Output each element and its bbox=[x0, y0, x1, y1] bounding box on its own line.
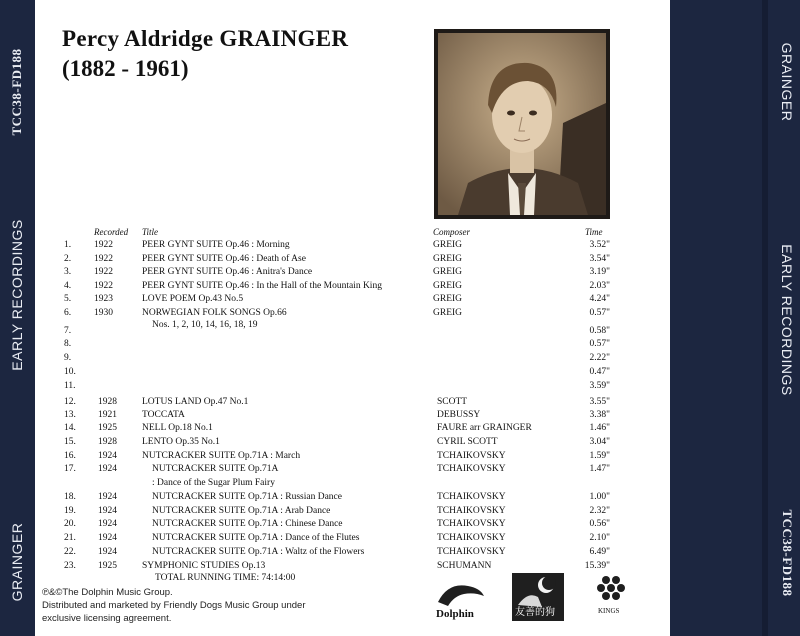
track-number: 14. bbox=[64, 423, 76, 433]
track-title: NUTCRACKER SUITE Op.71A : March bbox=[142, 451, 301, 461]
track-composer: SCOTT bbox=[437, 397, 468, 407]
track-number: 15. bbox=[64, 437, 76, 447]
track-title: LOVE POEM Op.43 No.5 bbox=[142, 294, 244, 304]
track-row bbox=[0, 252, 670, 266]
friendly-dogs-logo-text: 友善的狗 bbox=[515, 607, 555, 618]
track-title: NELL Op.18 No.1 bbox=[142, 423, 213, 433]
track-year: 1925 bbox=[98, 423, 117, 433]
track-row bbox=[0, 449, 670, 463]
track-year: 1925 bbox=[98, 561, 117, 571]
track-composer: GREIG bbox=[433, 240, 463, 250]
track-number: 7. bbox=[64, 326, 72, 336]
track-number: 22. bbox=[64, 547, 76, 557]
track-number: 4. bbox=[64, 281, 72, 291]
right-spine-artist: GRAINGER bbox=[779, 42, 795, 122]
track-time: 3.54" bbox=[589, 254, 610, 264]
track-year: 1924 bbox=[98, 464, 117, 474]
track-composer: GREIG bbox=[433, 254, 463, 264]
track-number: 11. bbox=[64, 381, 76, 391]
track-time: 2.22" bbox=[589, 353, 610, 363]
track-year: 1928 bbox=[98, 397, 117, 407]
track-time: 0.58" bbox=[589, 326, 610, 336]
license-line: exclusive licensing agreement. bbox=[42, 613, 172, 624]
composer-dates: (1882 - 1961) bbox=[62, 56, 189, 81]
track-number: 2. bbox=[64, 254, 72, 264]
honeycomb-icon bbox=[592, 574, 632, 606]
track-time: 3.04" bbox=[589, 437, 610, 447]
kings-logo-text: KINGS bbox=[598, 607, 620, 615]
track-row bbox=[0, 365, 670, 379]
track-title: NUTCRACKER SUITE Op.71A : Chinese Dance bbox=[152, 519, 343, 529]
track-time: 1.46" bbox=[589, 423, 610, 433]
track-year: 1924 bbox=[98, 492, 117, 502]
track-composer: GREIG bbox=[433, 267, 463, 277]
track-time: 0.57" bbox=[589, 308, 610, 318]
track-row bbox=[0, 517, 670, 531]
sugar-plum-note: : Dance of the Sugar Plum Fairy bbox=[152, 478, 275, 488]
header-title: Title bbox=[142, 227, 159, 237]
track-composer: GREIG bbox=[433, 294, 463, 304]
track-number: 3. bbox=[64, 267, 72, 277]
track-time: 3.55" bbox=[589, 397, 610, 407]
track-number: 10. bbox=[64, 367, 76, 377]
left-spine-artist: GRAINGER bbox=[9, 522, 25, 602]
track-number: 6. bbox=[64, 308, 72, 318]
track-number: 1. bbox=[64, 240, 72, 250]
kings-logo bbox=[592, 574, 632, 624]
track-row bbox=[0, 504, 670, 518]
header-recorded: Recorded bbox=[94, 227, 129, 237]
copyright-line: ℗&©The Dolphin Music Group. bbox=[42, 587, 173, 598]
track-title: NUTCRACKER SUITE Op.71A : Waltz of the Flowers bbox=[152, 547, 365, 557]
track-title: NORWEGIAN FOLK SONGS Op.66 bbox=[142, 308, 287, 318]
track-year: 1928 bbox=[98, 437, 117, 447]
track-composer: GREIG bbox=[433, 281, 463, 291]
track-time: 3.38" bbox=[589, 410, 610, 420]
track-row bbox=[0, 238, 670, 252]
track-title: NUTCRACKER SUITE Op.71A : Russian Dance bbox=[152, 492, 342, 502]
track-year: 1922 bbox=[94, 281, 113, 291]
track-row bbox=[0, 324, 670, 338]
track-year: 1924 bbox=[98, 547, 117, 557]
track-year: 1924 bbox=[98, 533, 117, 543]
track-composer: CYRIL SCOTT bbox=[437, 437, 498, 447]
track-row bbox=[0, 379, 670, 393]
track-year: 1922 bbox=[94, 254, 113, 264]
folk-songs-note: Nos. 1, 2, 10, 14, 16, 18, 19 bbox=[152, 320, 258, 330]
track-year: 1922 bbox=[94, 267, 113, 277]
track-year: 1921 bbox=[98, 410, 117, 420]
track-row bbox=[0, 279, 670, 293]
track-time: 2.10" bbox=[589, 533, 610, 543]
track-title: NUTCRACKER SUITE Op.71A bbox=[152, 464, 279, 474]
track-time: 0.56" bbox=[589, 519, 610, 529]
track-title: SYMPHONIC STUDIES Op.13 bbox=[142, 561, 266, 571]
track-time: 0.47" bbox=[589, 367, 610, 377]
track-composer: SCHUMANN bbox=[437, 561, 492, 571]
track-row bbox=[0, 462, 670, 476]
track-composer: TCHAIKOVSKY bbox=[437, 547, 506, 557]
track-title: TOCCATA bbox=[142, 410, 185, 420]
track-title: LOTUS LAND Op.47 No.1 bbox=[142, 397, 249, 407]
track-time: 2.32" bbox=[589, 506, 610, 516]
track-title: PEER GYNT SUITE Op.46 : In the Hall of the Mountain King bbox=[142, 281, 382, 291]
track-title: PEER GYNT SUITE Op.46 : Morning bbox=[142, 240, 290, 250]
track-number: 21. bbox=[64, 533, 76, 543]
dolphin-logo-text: Dolphin bbox=[436, 608, 474, 620]
track-year: 1924 bbox=[98, 451, 117, 461]
track-number: 5. bbox=[64, 294, 72, 304]
header-composer: Composer bbox=[433, 227, 471, 237]
track-number: 18. bbox=[64, 492, 76, 502]
track-number: 17. bbox=[64, 464, 76, 474]
track-composer: TCHAIKOVSKY bbox=[437, 492, 506, 502]
right-spine-series: EARLY RECORDINGS bbox=[779, 244, 795, 396]
track-time: 2.03" bbox=[589, 281, 610, 291]
track-time: 3.19" bbox=[589, 267, 610, 277]
right-spine-catalog: TCC38-FD188 bbox=[780, 509, 795, 597]
track-row bbox=[0, 531, 670, 545]
track-time: 0.57" bbox=[589, 339, 610, 349]
track-row bbox=[0, 545, 670, 559]
track-row bbox=[0, 559, 670, 573]
track-row bbox=[0, 435, 670, 449]
track-row bbox=[0, 395, 670, 409]
header-time: Time bbox=[585, 227, 603, 237]
track-composer: TCHAIKOVSKY bbox=[437, 451, 506, 461]
track-time: 6.49" bbox=[589, 547, 610, 557]
track-year: 1923 bbox=[94, 294, 113, 304]
track-composer: GREIG bbox=[433, 308, 463, 318]
track-time: 4.24" bbox=[589, 294, 610, 304]
track-number: 23. bbox=[64, 561, 76, 571]
left-spine-series: EARLY RECORDINGS bbox=[9, 219, 25, 371]
track-composer: FAURE arr GRAINGER bbox=[437, 423, 532, 433]
credits bbox=[42, 586, 305, 625]
track-time: 3.59" bbox=[589, 381, 610, 391]
dolphin-icon bbox=[434, 578, 488, 608]
track-number: 16. bbox=[64, 451, 76, 461]
track-time: 1.59" bbox=[589, 451, 610, 461]
distribution-line: Distributed and marketed by Friendly Dogs Music Group under bbox=[42, 600, 306, 611]
track-row bbox=[0, 408, 670, 422]
track-year: 1924 bbox=[98, 506, 117, 516]
track-composer: TCHAIKOVSKY bbox=[437, 464, 506, 474]
friendly-dogs-logo bbox=[512, 573, 564, 621]
track-time: 15.39" bbox=[584, 561, 610, 571]
track-number: 20. bbox=[64, 519, 76, 529]
track-row bbox=[0, 306, 670, 320]
track-time: 1.47" bbox=[589, 464, 610, 474]
track-composer: TCHAIKOVSKY bbox=[437, 533, 506, 543]
track-year: 1930 bbox=[94, 308, 113, 318]
track-title: NUTCRACKER SUITE Op.71A : Arab Dance bbox=[152, 506, 331, 516]
track-year: 1924 bbox=[98, 519, 117, 529]
track-row bbox=[0, 421, 670, 435]
track-number: 9. bbox=[64, 353, 72, 363]
track-time: 1.00" bbox=[589, 492, 610, 502]
track-year: 1922 bbox=[94, 240, 113, 250]
track-composer: TCHAIKOVSKY bbox=[437, 506, 506, 516]
track-title: LENTO Op.35 No.1 bbox=[142, 437, 220, 447]
composer-portrait bbox=[434, 29, 610, 219]
track-row bbox=[0, 490, 670, 504]
dog-icon bbox=[512, 573, 564, 607]
track-number: 8. bbox=[64, 339, 72, 349]
track-number: 19. bbox=[64, 506, 76, 516]
track-composer: TCHAIKOVSKY bbox=[437, 519, 506, 529]
track-number: 13. bbox=[64, 410, 76, 420]
track-composer: DEBUSSY bbox=[437, 410, 481, 420]
left-spine-catalog: TCC38-FD188 bbox=[9, 48, 24, 136]
track-time: 3.52" bbox=[589, 240, 610, 250]
track-row bbox=[0, 265, 670, 279]
track-row bbox=[0, 337, 670, 351]
total-running-time: TOTAL RUNNING TIME: 74:14:00 bbox=[155, 573, 296, 583]
track-title: PEER GYNT SUITE Op.46 : Anitra's Dance bbox=[142, 267, 313, 277]
track-number: 12. bbox=[64, 397, 76, 407]
dolphin-logo bbox=[434, 578, 488, 622]
track-row bbox=[0, 351, 670, 365]
track-row bbox=[0, 292, 670, 306]
track-title: PEER GYNT SUITE Op.46 : Death of Ase bbox=[142, 254, 306, 264]
track-title: NUTCRACKER SUITE Op.71A : Dance of the Flutes bbox=[152, 533, 360, 543]
composer-name: Percy Aldridge GRAINGER bbox=[62, 26, 349, 51]
spine-fold bbox=[762, 0, 768, 636]
